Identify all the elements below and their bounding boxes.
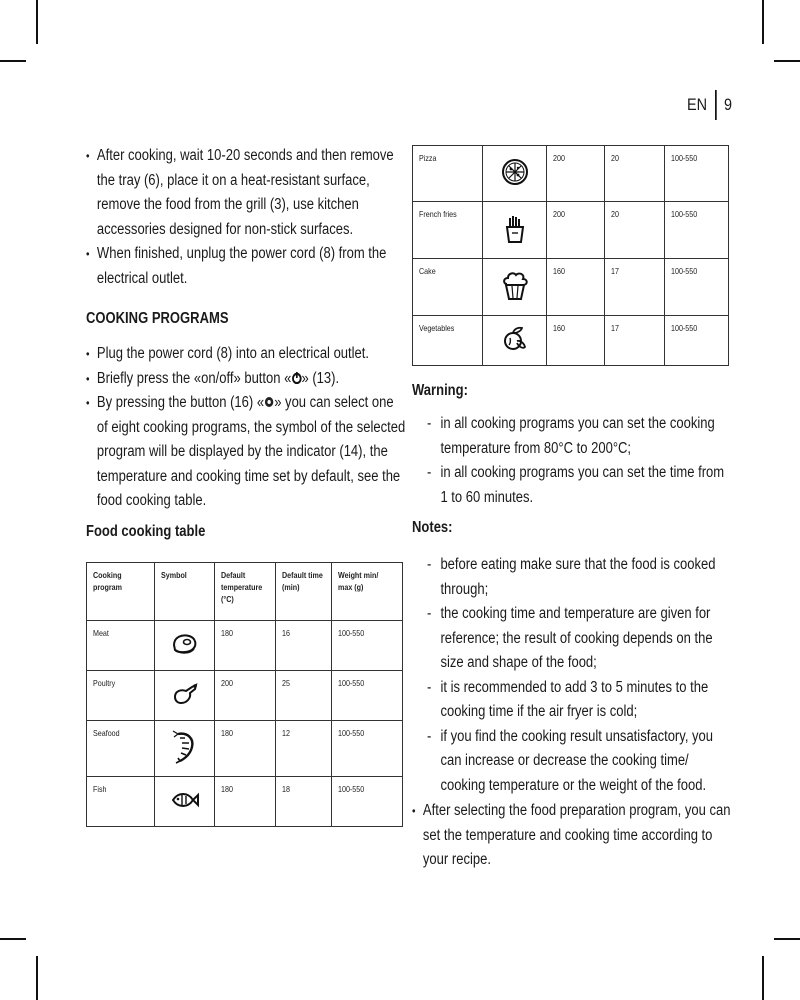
table-row [413, 202, 729, 259]
food-cooking-table-heading: Food cooking table [86, 523, 206, 540]
intro-bullets [86, 144, 394, 291]
program-name: Pizza [419, 153, 437, 163]
cooking-programs-heading: COOKING PROGRAMS [86, 310, 229, 327]
shrimp-icon [170, 729, 200, 765]
final-bullet [412, 799, 731, 873]
note-item: - the cooking time and temperature are given for reference; the result of cooking depends on the size and shape of the food; [427, 602, 715, 676]
fries-icon [503, 214, 527, 244]
header-divider [715, 90, 717, 120]
crop-mark [36, 0, 38, 44]
table-row [413, 259, 729, 316]
default-temperature: 180 [221, 784, 233, 794]
bullet-item: • Briefly press the «on/off» button « » (13). [86, 367, 405, 392]
warning-item: - in all cooking programs you can set the cooking temperature from 80°C to 200°C; [427, 412, 724, 461]
crop-mark [774, 60, 800, 62]
crop-mark [774, 938, 800, 940]
notes-heading: Notes: [412, 519, 453, 536]
notes-list [427, 553, 715, 798]
table-row [87, 621, 403, 671]
meat-icon [170, 631, 200, 657]
power-icon [291, 372, 301, 384]
header-cell: Default time (min) [276, 563, 332, 621]
table-row [87, 671, 403, 721]
default-temperature: 160 [553, 266, 565, 276]
language-code: EN [686, 95, 707, 114]
crop-mark [36, 956, 38, 1000]
weight-range: 100-550 [671, 209, 698, 219]
header-cell: Cooking program [87, 563, 155, 621]
table-header-row [87, 563, 403, 621]
default-temperature: 200 [221, 678, 233, 688]
programs-bullets [86, 342, 405, 514]
program-name: Fish [93, 784, 107, 794]
poultry-icon [170, 681, 200, 707]
bullet-item: • When finished, unplug the power cord (8) from the electrical outlet. [86, 242, 394, 291]
default-time: 18 [282, 784, 290, 794]
table-row [413, 146, 729, 202]
default-time: 20 [611, 153, 619, 163]
vegetables-icon [502, 325, 528, 353]
weight-range: 100-550 [338, 678, 365, 688]
food-cooking-table-right [412, 145, 729, 366]
warning-list [427, 412, 724, 510]
food-cooking-table-left [86, 562, 403, 827]
note-item: - if you find the cooking result unsatisfactory, you can increase or decrease the cooking time/ cooking temperature or the weight of the food. [427, 725, 715, 799]
program-name: French fries [419, 209, 457, 219]
pizza-icon [501, 158, 529, 186]
program-name: Cake [419, 266, 436, 276]
program-select-icon [264, 396, 274, 408]
bullet-item: • By pressing the button (16) « » you can select one of eight cooking programs, the symbol of the selected program will be displayed by the indicator (14), the temperature and cooking time set by default, see the food cooking table. [86, 391, 405, 514]
default-temperature: 180 [221, 628, 233, 638]
weight-range: 100-550 [338, 628, 365, 638]
default-time: 12 [282, 728, 290, 738]
bullet-item: • Plug the power cord (8) into an electrical outlet. [86, 342, 405, 367]
program-name: Poultry [93, 678, 116, 688]
bullet-item: • After cooking, wait 10-20 seconds and then remove the tray (6), place it on a heat-resistant surface, remove the food from the grill (3), use kitchen accessories designed for non-stick surfaces. [86, 144, 394, 242]
warning-heading: Warning: [412, 382, 468, 399]
default-temperature: 160 [553, 323, 565, 333]
program-name: Meat [93, 628, 109, 638]
weight-range: 100-550 [671, 266, 698, 276]
cupcake-icon [501, 270, 529, 302]
page-number: 9 [723, 95, 732, 114]
default-temperature: 180 [221, 728, 233, 738]
header-cell: Default temperature (°C) [215, 563, 276, 621]
program-name: Vegetables [419, 323, 455, 333]
default-time: 20 [611, 209, 619, 219]
header-cell: Weight min/ max (g) [332, 563, 403, 621]
bullet-item: • After selecting the food preparation program, you can set the temperature and cooking time according to your recipe. [412, 799, 731, 873]
weight-range: 100-550 [338, 728, 365, 738]
weight-range: 100-550 [671, 323, 698, 333]
table-row [413, 316, 729, 366]
crop-mark [762, 956, 764, 1000]
note-item: - it is recommended to add 3 to 5 minutes to the cooking time if the air fryer is cold; [427, 676, 715, 725]
default-time: 17 [611, 323, 619, 333]
crop-mark [0, 60, 26, 62]
warning-item: - in all cooking programs you can set the time from 1 to 60 minutes. [427, 461, 724, 510]
header-cell: Symbol [155, 563, 215, 621]
default-time: 17 [611, 266, 619, 276]
program-name: Seafood [93, 728, 120, 738]
fish-icon [170, 789, 200, 811]
table-row [87, 721, 403, 777]
weight-range: 100-550 [338, 784, 365, 794]
weight-range: 100-550 [671, 153, 698, 163]
note-item: - before eating make sure that the food is cooked through; [427, 553, 715, 602]
crop-mark [762, 0, 764, 44]
page-header [687, 90, 732, 120]
crop-mark [0, 938, 26, 940]
default-time: 25 [282, 678, 290, 688]
table-row [87, 777, 403, 827]
default-time: 16 [282, 628, 290, 638]
default-temperature: 200 [553, 209, 565, 219]
default-temperature: 200 [553, 153, 565, 163]
